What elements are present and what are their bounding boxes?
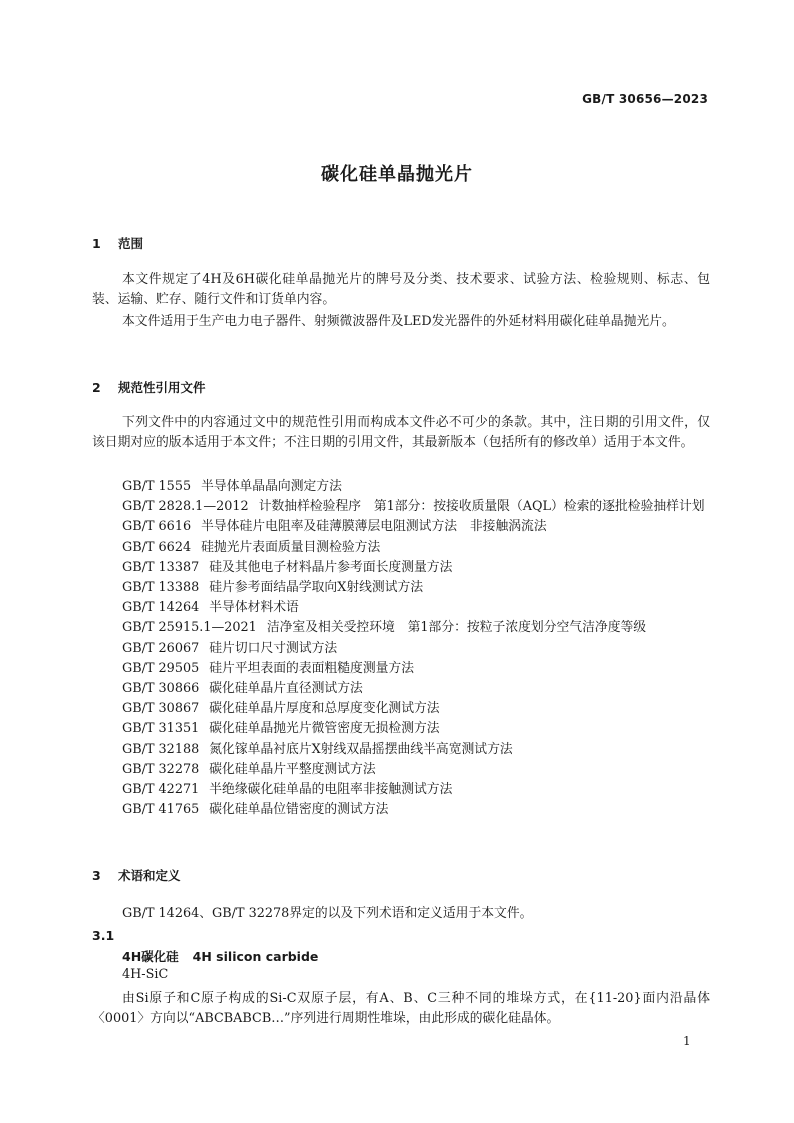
reference-item <box>122 558 712 578</box>
terms-intro: GB/T 14264、GB/T 32278界定的以及下列术语和定义适用于本文件。 <box>122 906 533 921</box>
reference-code: GB/T 14264 <box>122 600 200 616</box>
reference-name: 碳化硅单晶片直径测试方法 <box>209 681 363 697</box>
reference-code: GB/T 41765 <box>122 802 200 818</box>
reference-code: GB/T 1555 <box>122 479 192 494</box>
scope-paragraph-2: 本文件适用于生产电力电子器件、射频微波器件及LED发光器件的外延材料用碳化硅单晶抛光片。 <box>122 314 675 329</box>
reference-item <box>122 639 712 659</box>
reference-code: GB/T 32278 <box>122 761 200 777</box>
term-abbreviation: 4H-SiC <box>122 967 169 982</box>
reference-code: GB/T 30866 <box>122 681 200 697</box>
reference-name: 硅抛光片表面质量目测检验方法 <box>201 539 381 555</box>
reference-name: 硅片切口尺寸测试方法 <box>209 640 338 656</box>
reference-code: GB/T 26067 <box>122 640 200 656</box>
term-name-cn: 4H碳化硅 <box>122 949 179 964</box>
reference-name: 硅及其他电子材料晶片参考面长度测量方法 <box>209 559 453 575</box>
reference-item <box>122 618 712 638</box>
section-title: 规范性引用文件 <box>118 380 206 395</box>
reference-name: 碳化硅单晶片平整度测试方法 <box>209 761 376 777</box>
reference-name: 半导体单晶晶向测定方法 <box>201 479 342 494</box>
reference-name: 硅片参考面结晶学取向X射线测试方法 <box>209 580 424 596</box>
reference-item <box>122 719 712 739</box>
normative-refs-intro: 下列文件中的内容通过文中的规范性引用而构成本文件必不可少的条款。其中，注日期的引用文件，仅该日期对应的版本适用于本文件；不注日期的引用文件，其最新版本（包括所有的修改单）适用于本文件。 <box>92 415 710 450</box>
reference-item <box>122 699 712 719</box>
section-number: 1 <box>92 236 101 251</box>
reference-code: GB/T 29505 <box>122 660 200 676</box>
reference-item <box>122 659 712 679</box>
reference-item <box>92 497 710 517</box>
reference-item <box>122 578 712 598</box>
section-title: 范围 <box>118 236 144 251</box>
reference-item <box>122 800 712 820</box>
section-number: 3 <box>92 868 101 883</box>
reference-item <box>122 679 712 699</box>
term-heading <box>122 947 318 965</box>
reference-item <box>122 740 712 760</box>
reference-name: 洁净室及相关受控环境 第1部分：按粒子浓度划分空气洁净度等级 <box>266 620 647 636</box>
reference-code: GB/T 32188 <box>122 741 200 757</box>
reference-name: 碳化硅单晶片厚度和总厚度变化测试方法 <box>209 701 440 717</box>
reference-name: 半导体材料术语 <box>209 600 299 616</box>
reference-item <box>122 780 712 800</box>
term-definition: 由Si原子和C原子构成的Si-C双原子层，有A、B、C三种不同的堆垛方式，在{11-20}面内沿晶体〈0001〉方向以“ABCBABCB…”序列进行周期性堆垛，由此形成的碳化硅晶体。 <box>92 991 710 1026</box>
reference-name: 氮化镓单晶衬底片X射线双晶摇摆曲线半高宽测试方法 <box>209 741 513 757</box>
reference-item <box>122 538 712 558</box>
reference-name: 碳化硅单晶抛光片微管密度无损检测方法 <box>209 721 440 737</box>
reference-name: 碳化硅单晶位错密度的测试方法 <box>209 802 389 818</box>
reference-item <box>122 598 712 618</box>
reference-code: GB/T 30867 <box>122 701 200 717</box>
section-heading-scope <box>92 234 143 252</box>
scope-paragraph-1: 本文件规定了4H及6H碳化硅单晶抛光片的牌号及分类、技术要求、试验方法、检验规则、标志、包装、运输、贮存、随行文件和订货单内容。 <box>92 272 710 307</box>
reference-code: GB/T 31351 <box>122 721 200 737</box>
reference-code: GB/T 6624 <box>122 539 192 555</box>
reference-name: 半导体硅片电阻率及硅薄膜薄层电阻测试方法 非接触涡流法 <box>201 519 547 535</box>
reference-item <box>122 760 712 780</box>
term-name-en: 4H silicon carbide <box>192 949 319 964</box>
reference-name: 半绝缘碳化硅单晶的电阻率非接触测试方法 <box>209 782 453 798</box>
reference-item <box>122 477 712 497</box>
reference-code: GB/T 13388 <box>122 580 200 596</box>
term-number: 3.1 <box>92 928 115 943</box>
reference-code: GB/T 25915.1—2021 <box>122 620 257 636</box>
document-title: 碳化硅单晶抛光片 <box>321 164 473 185</box>
reference-name: 计数抽样检验程序 第1部分：按接收质量限（AQL）检索的逐批检验抽样计划 <box>258 499 705 515</box>
section-heading-terms <box>92 866 181 884</box>
reference-code: GB/T 42271 <box>122 782 200 798</box>
reference-name: 硅片平坦表面的表面粗糙度测量方法 <box>209 660 414 676</box>
reference-code: GB/T 6616 <box>122 519 192 535</box>
section-title: 术语和定义 <box>118 868 181 883</box>
page-number: 1 <box>683 1034 691 1048</box>
section-number: 2 <box>92 380 101 395</box>
standard-code: GB/T 30656—2023 <box>582 92 708 106</box>
reference-list <box>122 477 712 820</box>
section-heading-normative-refs <box>92 378 206 396</box>
reference-code: GB/T 2828.1—2012 <box>122 499 249 515</box>
reference-item <box>122 517 712 537</box>
reference-code: GB/T 13387 <box>122 559 200 575</box>
